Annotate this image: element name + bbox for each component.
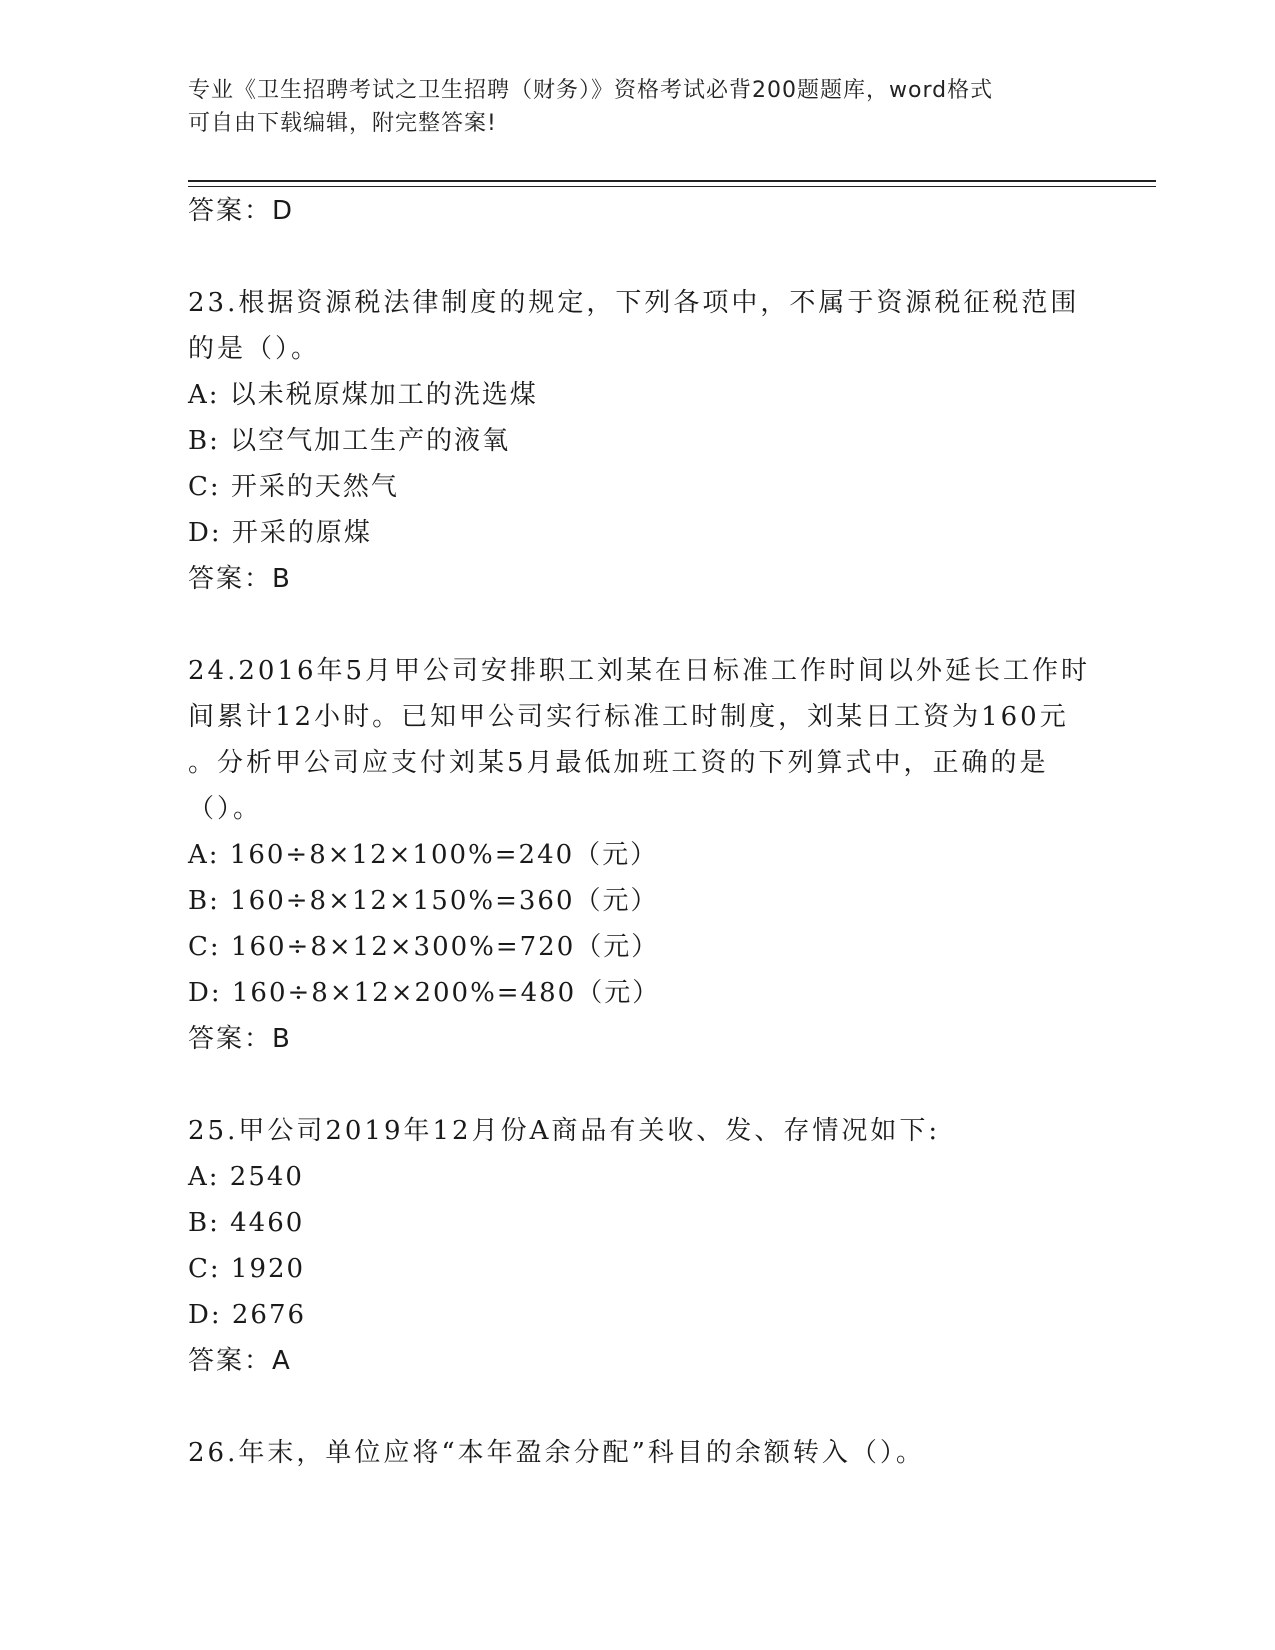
question-text: 26.年末，单位应将“本年盈余分配”科目的余额转入（）。 (188, 1438, 925, 1468)
spacer (188, 602, 1108, 648)
option-c: C: 1920 (188, 1254, 306, 1284)
option-d: D: 2676 (188, 1300, 307, 1330)
question-text: 24.2016年5月甲公司安排职工刘某在日标准工作时间以外延长工作时 (188, 656, 1091, 686)
spacer (188, 1384, 1108, 1430)
option-c: C: 开采的天然气 (188, 472, 399, 502)
option-b: B: 160÷8×12×150%=360（元） (188, 886, 659, 916)
question-text: 的是（）。 (188, 334, 321, 364)
question-text: 23.根据资源税法律制度的规定，下列各项中，不属于资源税征税范围 (188, 288, 1080, 318)
option-a: A: 160÷8×12×100%=240（元） (188, 840, 659, 870)
answer-line: 答案：B (188, 564, 292, 594)
option-d: D: 160÷8×12×200%=480（元） (188, 978, 661, 1008)
question-text: 。分析甲公司应支付刘某5月最低加班工资的下列算式中，正确的是 (188, 748, 1049, 778)
header-divider-thick (188, 180, 1156, 182)
question-25 (188, 1108, 1108, 1384)
question-text: 25.甲公司2019年12月份A商品有关收、发、存情况如下: (188, 1116, 941, 1146)
answer-line: 答案：A (188, 1346, 292, 1376)
document-header (188, 74, 1088, 140)
question-23 (188, 280, 1108, 602)
spacer (188, 234, 1108, 280)
question-26 (188, 1430, 1108, 1476)
header-divider-thin (188, 186, 1156, 187)
option-d: D: 开采的原煤 (188, 518, 372, 548)
question-text: 间累计12小时。已知甲公司实行标准工时制度，刘某日工资为160元 (188, 702, 1069, 732)
spacer (188, 1062, 1108, 1108)
document-body (188, 188, 1108, 1476)
header-line-2: 可自由下载编辑，附完整答案! (188, 111, 497, 136)
question-24 (188, 648, 1108, 1062)
option-b: B: 4460 (188, 1208, 305, 1238)
option-c: C: 160÷8×12×300%=720（元） (188, 932, 660, 962)
question-text: （）。 (188, 794, 263, 824)
header-line-1: 专业《卫生招聘考试之卫生招聘（财务）》资格考试必背200题题库，word格式 (188, 78, 994, 103)
option-a: A: 以未税原煤加工的洗选煤 (188, 380, 538, 410)
answer-line: 答案：B (188, 1024, 292, 1054)
option-b: B: 以空气加工生产的液氧 (188, 426, 511, 456)
option-a: A: 2540 (188, 1162, 304, 1192)
answer-line: 答案：D (188, 196, 295, 226)
